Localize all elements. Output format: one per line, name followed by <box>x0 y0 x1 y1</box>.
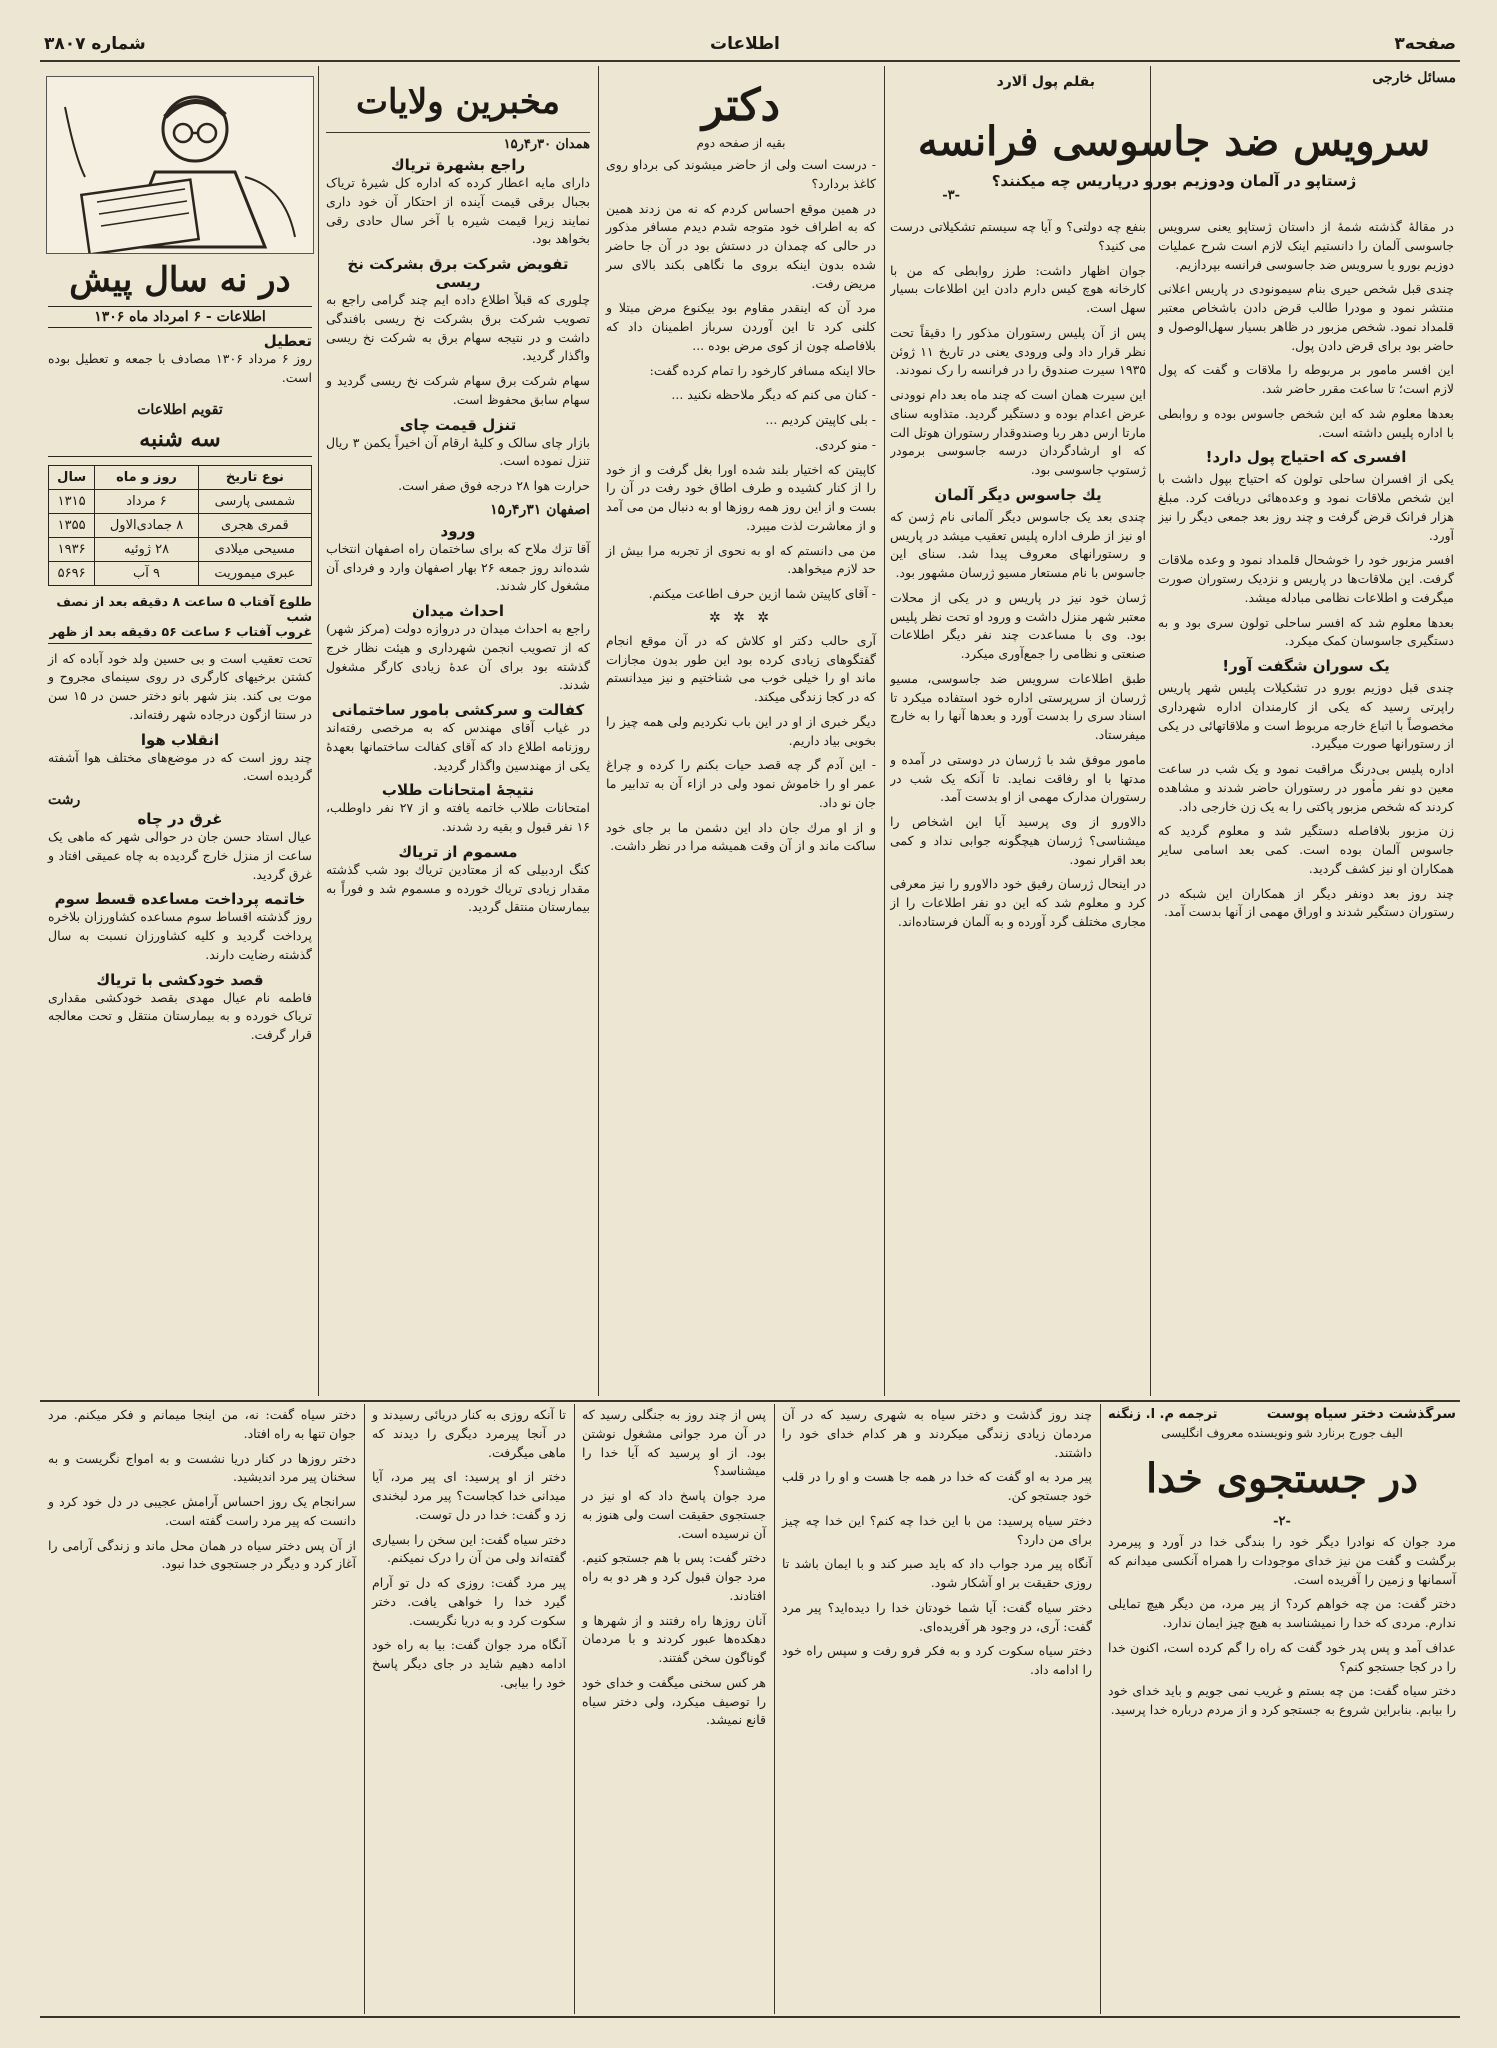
paragraph: چندی قبل شخص حیری بنام سیمونودی در پاریس اعلانی منتشر نمود و مودرا طالب قرض دادن باشخاص معتبر قلمداد نمود. شخص مزبور در ظاهر بسیار سهل‌الوصول و حاضر بود برای قرض دادن پول. <box>1158 281 1454 353</box>
paragraph: تحت تعقیب است و بی حسین ولد خود آباده که از کشتن برخیهای کارگری در روی سینمای مجروح و موت بی کند. بنز شهر بانو دختر حسن در ۱۵ سن در سنتا ازگون درجاده شهر رفته‌اند. <box>48 650 312 722</box>
table-cell: مسیحی میلادی <box>198 537 311 561</box>
column-rule <box>364 1404 365 2014</box>
table-cell: ۱۹۳۶ <box>49 537 95 561</box>
paragraph: این سیرت همان است که چند ماه بعد دام نوودنی عرض اعدام بوده و دستگیر گردید. متذاوبه سنای مارتا ارس دهر ربا وصندوقدار رستوران هوتل الت که او ارشادگردان درسه جاسوسی برمودر ژستوپ جاسوسی بود. <box>890 387 1146 477</box>
table-header-cell: روز و ماه <box>95 465 198 489</box>
paragraph: از آن پس دختر سیاه در همان محل ماند و زندگی آرامی را آغاز کرد و دیگر در جستجوی خدا نبود. <box>48 1537 356 1572</box>
paragraph: دارای مایه اعطار کرده که اداره کل شیرهٔ تریاک بجبال برقی قیمت آینده از احتکار آن خود داری نمایند زیرا قیمت شیره با آخر سال حادی رقی بخواهد بود. <box>326 175 590 247</box>
paragraph: چندی بعد یک جاسوس دیگر آلمانی نام ژسن که او نیز از طرف اداره پلیس تعقیب میشد در پاریس و رستورانهای معروف پیدا شد. سنای این جاسوس با نام مستعار مسیو ژرسان مشهور بود. <box>890 508 1146 580</box>
section-heading: انقلاب هوا <box>140 730 220 749</box>
paragraph: ژسان خود نیز در پاریس و در یکی از محلات معتبر شهر منزل داشت و ورود او تحت نظر پلیس بود. وی با مساعدت چند نفر دیگر اطلاعات صنعتی و نظامی را جمع‌آوری میکرد. <box>890 589 1146 661</box>
col2-body <box>890 218 1146 1393</box>
column-rule <box>598 66 599 1396</box>
section-heading: احداث میدان <box>411 602 505 620</box>
sunrise-time: طلوع آفتاب ۵ ساعت ۸ دقیقه بعد از نصف شب <box>56 593 312 624</box>
paragraph: بازار چای سالک و کلیهٔ ارقام آن اخیراً یکمن ۳ ریال تنزل نموده است. <box>326 434 590 469</box>
paragraph: دیگر خبری از او در این باب نکردیم ولی همه چیز را بخوبی بیاد داریم. <box>606 713 876 748</box>
paragraph: - این آدم گر چه قصد حیات بکنم را کرده و چراغ عمر او را خاموش نمود ولی در ازاء آن به تدابیر ما جان نو داد. <box>606 757 876 810</box>
paragraph: در همین موقع احساس کردم که نه من زدند همین که به اطراف خود متوجه شدم دیدم مسافر مذکور در حالی که چمدان در دستش بود در آن جا حاضر شده بدون اینکه بروی ما نگاهی بکند بالای سر مریض رفت. <box>606 200 876 291</box>
paragraph: دختر از او پرسید: ای پیر مرد، آیا میدانی خدا کجاست؟ پیر مرد لبخندی زد و گفت: خدا در دل توست. <box>372 1469 566 1522</box>
paragraph: هر کس سخنی میگفت و خدای خود را توصیف میکرد، ولی دختر سیاه قانع نمیشد. <box>582 1674 766 1728</box>
paragraph: آنان روزها راه رفتند و از شهرها و دهکده‌ها عبور کردند و با مردمان گوناگون سخن گفتند. <box>582 1612 766 1665</box>
table-cell: ۲۸ ژوئیه <box>95 537 198 561</box>
table-header-cell: نوع تاریخ <box>198 465 311 489</box>
section-heading: مسموم از تریاك <box>398 842 518 861</box>
serial-column-3 <box>578 1406 770 2016</box>
table-cell: قمری هجری <box>198 513 311 537</box>
paragraph: جوان اظهار داشت: طرز روابطی که من با کارخانه هوچ کیس دارم دادن این اطلاعات بسیار سهل است. <box>890 262 1146 315</box>
paragraph: تا آنکه روزی به کنار دریائی رسیدند و در آنجا پیرمرد دیگری را دیدند که ماهی میگرفت. <box>372 1407 566 1460</box>
table-row <box>49 561 312 585</box>
article-doctor <box>602 70 880 1395</box>
serial-story <box>1104 1406 1460 2016</box>
paragraph: آنگاه مرد جوان گفت: بیا به راه خود ادامه دهیم شاید در جای دیگر پاسخ خود را بیابی. <box>372 1637 566 1690</box>
col1-number: -۳- <box>942 188 960 203</box>
paragraph: در مقالهٔ گذشته شمهٔ از داستان ژستاپو یعنی سرویس جاسوسی آلمان را دانستیم اینک لازم است شرح عملیات دوزیم بورو یا سرویس ضد جاسوسی فرانسه بپردازیم. <box>1158 219 1454 272</box>
issue-number: شماره ۳۸۰۷ <box>44 34 146 54</box>
table-row <box>49 537 312 561</box>
byline: بقلم پول آلارد <box>996 74 1095 90</box>
paragraph: - آقای کاپیتن شما ازین حرف اطاعت میکنم. <box>648 586 876 601</box>
paragraph: سرانجام یک روز احساس آرامش عجیبی در دل خود کرد و دانست که پیر مرد راست گفته است. <box>48 1494 356 1528</box>
paragraph: پیر مرد به او گفت که خدا در همه جا هست و او را در قلب خود جستجو کن. <box>782 1469 1092 1503</box>
paragraph: دالاورو از وی پرسید آیا این اشخاص را میشناسی؟ ژرسان هیچگونه جوابی نداد و کمی بعد اقرار نمود. <box>890 814 1146 867</box>
paragraph: مامور موفق شد با ژرسان در دوستی در آمده و مدتها با او رفاقت نماید. تا آنکه یک شب در رستوران مدارک مهمی از او بدست آمد. <box>890 751 1146 805</box>
section-heading: تعطیل <box>263 332 312 350</box>
table-row <box>49 489 312 513</box>
sketch-reader-illustration <box>46 76 314 254</box>
article-subtitle: ژستاپو در آلمان ودوزیم بورو درپاریس چه میکنند؟ <box>991 172 1357 190</box>
paragraph: روز گذشته اقساط سوم مساعده کشاورزان بلاخره پرداخت گردید و کلیه کشاورزان نسبت به سال گذشته رضایت دارند. <box>48 909 312 962</box>
section-heading: کفالت و سرکشی بامور ساختمانی <box>331 701 585 719</box>
paragraph: آری حالب دکتر او کلاش که در آن موقع انجام گفتگوهای زیادی کرده بود این طور بدون مجازات ماند او را خیلی خوب می شناختیم و نیز میدانستم که در کجا زندگی میکند. <box>606 632 876 704</box>
ornament-divider: ✲ ✲ ✲ <box>708 609 774 626</box>
paragraph: - بلی کاپیتن کردیم ... <box>765 412 876 427</box>
column-title: در نه سال پیش <box>69 260 291 300</box>
paragraph: سهام شرکت برق سهام شرکت نخ ریسی گردید و سهام سابق محفوظ است. <box>326 373 590 407</box>
table-cell: ۸ جمادی‌الاول <box>95 513 198 537</box>
article-provincial-reports <box>322 70 594 1395</box>
column-rule <box>318 66 319 1396</box>
sunset-time: غروب آفتاب ۶ ساعت ۵۶ دقیقه بعد از ظهر <box>48 624 312 644</box>
paragraph: چند روز گذشت و دختر سیاه به شهری رسید که در آن مردمان زیادی زندگی میکردند و هر کدام خدای خود را داشتند. <box>782 1407 1092 1460</box>
paragraph: آنگاه پیر مرد جواب داد که باید صبر کند و با ایمان باشد تا روزی حقیقت بر او آشکار شود. <box>782 1556 1092 1590</box>
serial-column-4 <box>368 1406 570 2016</box>
table-cell: عبری میموریت <box>198 561 311 585</box>
paragraph: مرد جوان که نوادرا دیگر خود را بندگی خدا در آورد و پیرمرد برگشت و گفت من نیز خدای موجودات را همراه آنکسی میدانم که آسمانها و زمین را آفریده است. <box>1108 1534 1456 1587</box>
paragraph: دختر سیاه گفت: نه، من اینجا میمانم و فکر میکنم. مرد جوان تنها به راه افتاد. <box>48 1407 356 1441</box>
paragraph: بعدها معلوم شد که این شخص جاسوس بوده و روابطی با اداره پلیس داشته است. <box>1158 405 1454 440</box>
paragraph: پیر مرد گفت: روزی که دل تو آرام گیرد خدا را خواهی یافت. دختر سکوت کرد و به دریا نگریست. <box>372 1575 566 1628</box>
column-rule <box>1100 1404 1101 2014</box>
paragraph: حالا اینکه مسافر کارخود را تمام کرده گفت: <box>649 362 876 378</box>
paragraph: در غیاب آقای مهندس که به مرخصی رفته‌اند روزنامه اطلاع داد که آقای کفالت ساختمانها بعهدهٔ یکی از مهندسین واگذار گردید. <box>326 720 590 773</box>
section-heading: خاتمه پرداخت مساعده قسط سوم <box>54 890 306 909</box>
section-heading: ورود <box>440 521 476 540</box>
paragraph: دختر سیاه گفت: آیا شما خودتان خدا را دیده‌اید؟ پیر مرد گفت: آری، در وجود هر آفریده‌ای. <box>782 1599 1092 1634</box>
calendar-weekday: سه شنبه <box>48 426 312 457</box>
table-header-row <box>49 465 312 489</box>
table-cell: ۱۳۵۵ <box>49 513 95 537</box>
paragraph: دختر سیاه گفت: این سخن را بسیاری گفته‌اند ولی من آن را درک نمیکنم. <box>372 1531 566 1566</box>
dateline: رشت <box>48 792 81 808</box>
section-heading: یك جاسوس دیگر آلمان <box>934 485 1102 504</box>
table-cell: ۹ آب <box>95 561 198 585</box>
section-heading: نتیجهٔ امتحانات طلاب <box>381 781 535 800</box>
section-heading: یک سوران شگفت آور! <box>1222 657 1390 675</box>
paragraph: مرد جوان پاسخ داد که او نیز در جستجوی حقیقت است ولی هنوز به آن نرسیده است. <box>582 1488 766 1541</box>
page-number: صفحه۳ <box>1394 34 1456 54</box>
paragraph: دختر سیاه پرسید: من با این خدا چه کنم؟ این خدا چه چیز برای من دارد؟ <box>782 1512 1092 1547</box>
paragraph: امتحانات طلاب خاتمه یافته و از ۲۷ نفر داوطلب، ۱۶ نفر قبول و بقیه رد شدند. <box>326 800 590 834</box>
paragraph: پس از آن پلیس رستوران مذکور را دقیقاً تحت نظر قرار داد ولی ورودی یعنی در تاریخ ۱۱ ژوئن ۱۹۳۵ سیرت صندوق را در فرانسه را رک نمودند. <box>890 324 1146 378</box>
table-cell: ۱۳۱۵ <box>49 489 95 513</box>
serial-author: الیف جورج برنارد شو ونویسنده معروف انگلیسی <box>1161 1426 1403 1440</box>
serial-kicker: سرگذشت دختر سیاه پوست <box>1266 1406 1456 1422</box>
page-bottom-rule <box>40 2016 1460 2018</box>
paragraph: و از او مرك جان داد این دشمن ما بر جای خود ساکت ماند و از آن وقت همیشه مرا در نظر داشت. <box>606 819 876 854</box>
serial-title: در جستجوی خدا <box>1145 1455 1419 1502</box>
paragraph: پس از چند روز به جنگلی رسید که در آن مرد جوانی مشغول نوشتن بود. از او پرسید که آیا خدا را میشناسد؟ <box>582 1407 766 1479</box>
reader-sketch-icon <box>46 77 313 254</box>
calendar-heading: تقویم اطلاعات <box>137 401 223 418</box>
column-rule <box>774 1404 775 2014</box>
section-heading: تنزل قیمت چای <box>399 415 517 434</box>
kicker: مسائل خارجی <box>1372 70 1456 86</box>
column-nine-years-ago <box>44 256 316 1396</box>
article-title: مخبرین ولایات <box>356 82 560 122</box>
col1-body <box>1158 218 1454 1393</box>
section-heading: راجع بشهرة تریاك <box>390 156 526 174</box>
section-rule <box>40 1400 1460 1402</box>
title-rule <box>326 132 590 133</box>
paragraph: فاطمه نام عیال مهدی بقصد خودکشی مقداری تریاک خورده و به بیمارستان منتقل و تحت معالجه قرار گرفت. <box>48 989 312 1042</box>
column-rule <box>884 66 885 1396</box>
paragraph: راجع به احداث میدان در دروازه دولت (مرکز شهر) که از تصویب انجمن شهرداری و هیئت نظار خرج گذشته بود برای آن عدهٔ زیادی کارگر مشغول شدند. <box>326 621 590 693</box>
table-header-cell: سال <box>49 465 95 489</box>
headline-block <box>888 118 1460 210</box>
paragraph: دختر سیاه سکوت کرد و به فکر فرو رفت و سپس راه خود را ادامه داد. <box>782 1643 1092 1677</box>
serial-translator: ترجمه م. ا. زنگنه <box>1108 1407 1218 1422</box>
table-cell: ۶ مرداد <box>95 489 198 513</box>
paragraph: - منو کردی. <box>814 436 876 452</box>
continued-note: بقیه از صفحه دوم <box>696 136 786 150</box>
paragraph: دختر گفت: من چه خواهم کرد؟ از پیر مرد، من دیگر هیچ تمایلی ندارم. مردی که خدا را نمیشناسد به هیچ چیز ایمان ندارد. <box>1108 1596 1456 1630</box>
masthead-rule <box>40 60 1460 62</box>
paragraph: کنگ اردبیلی که از معتادین تریاك بود شب گذشته مقدار زیادی تریاك خورده و مسموم شد و فوراً به بیمارستان منتقل گردید. <box>326 861 590 915</box>
paragraph: چندی قبل دوزیم بورو در تشکیلات پلیس شهر پاریس راپرتی رسید که یکی از کارمندان اداره شهرداری مخصوصاً با اتباع خارجه مربوط است و ملاقاتهائی در یکی از رستورانها صورت میگیرد. <box>1158 680 1454 752</box>
paragraph: دختر سیاه گفت: من چه بستم و غریب نمی جویم و باید خدای خود را بیابم. بنابراین شروع به جستجو کرد و از مردم درباره خدا پرسید. <box>1108 1683 1456 1717</box>
serial-column-2 <box>778 1406 1096 2016</box>
section-heading: افسری که احتیاج پول دارد! <box>1205 448 1407 467</box>
section-heading: غرق در چاه <box>137 810 223 828</box>
paragraph: آقا تزك ملاح که برای ساختمان راه اصفهان انتخاب شده‌اند روز جمعه ۲۶ بهار اصفهان وارد و فردای آن مشغول کار شدند. <box>326 540 590 594</box>
paragraph: در اینحال ژرسان رفیق خود دالاورو را نیز معرفی کرد و معلوم شد که این دو نفر اطلاعات را از مجاری مختلف گرد آورده و به آلمان فرستاده‌اند. <box>890 876 1146 929</box>
section-heading: تفویض شرکت برق بشرکت نخ ریسی <box>347 255 569 291</box>
paragraph: من می دانستم که او به نحوی از تجربه مرا بیش از حد لازم میخواهد. <box>606 542 876 577</box>
article-title: دکتر <box>701 80 781 131</box>
paragraph: کاپیتن که اختیار بلند شده اورا بغل گرفت و از خود را از کنار کشیده و طرف اطاق خود رفت در آن را بست و از این روز همه روزها او به دنبال من می آمد و از معاشرت لذت میبرد. <box>606 461 876 533</box>
article-title: سرویس ضد جاسوسی فرانسه <box>917 118 1431 165</box>
paragraph: بعدها معلوم شد که افسر ساحلی تولون سری بود و به دستگیری جاسوسان کمک میکرد. <box>1158 614 1454 649</box>
paragraph: چلوری که قبلاً اطلاع داده ایم چند گرامی راجع به تصویب شرکت برق بشرکت نخ ریسی بافندگی داشت و در نتیجه سهام برق به شرکت نخ ریسی واگذار گردید. <box>326 292 590 364</box>
paragraph: دختر گفت: پس با هم جستجو کنیم. مرد جوان قبول کرد و هر دو به راه افتادند. <box>582 1550 766 1603</box>
paragraph: چند روز است که در موضع‌های مختلف هوا آشفته گردیده است. <box>48 749 312 784</box>
paragraph: - کنان می کنم که دیگر ملاحظه نکنید ... <box>671 387 876 403</box>
calendar-table <box>48 465 312 586</box>
paragraph: روز ۶ مرداد ۱۳۰۶ مصادف با جمعه و تعطیل بوده است. <box>48 351 312 385</box>
newspaper-name: اطلاعات <box>710 34 780 54</box>
paragraph: عیال استاد حسن جان در حوالی شهر که ماهی یک ساعت از منزل خارج گردیده به چاه عمیقی افتاد و غرق گردید. <box>48 829 312 882</box>
column-rule <box>1150 66 1151 1396</box>
paragraph: این افسر مامور بر مربوطه را ملاقات و گفت که پول لازم است؛ تا ساعت مقرر حاضر شد. <box>1158 362 1454 396</box>
paragraph: طبق اطلاعات سرویس ضد جاسوسی، مسیو ژرسان از سرپرستی اداره خود استفاده میکرد تا اسناد سری را بدست آورد و بعدها آنها را به خارج میفرستاد. <box>890 670 1146 742</box>
masthead <box>40 30 1460 58</box>
paragraph: زن مزبور بلافاصله دستگیر شد و معلوم گردید که جاسوس آلمان بوده است. کمی بعد اسامی سایر همکاران او نیز کشف گردید. <box>1158 823 1454 876</box>
paragraph: دختر روزها در کنار دریا نشست و به امواج نگریست و به سخنان پیر مرد اندیشید. <box>48 1450 356 1485</box>
paragraph: عداف آمد و پس پدر خود گفت که راه را گم کرده است، اکنون خدا را در کجا جستجو کنم؟ <box>1108 1639 1456 1674</box>
section-heading: قصد خودکشی با تریاك <box>96 970 264 989</box>
serial-number: -۲- <box>1273 1514 1291 1529</box>
paragraph: یکی از افسران ساحلی تولون که احتیاج بپول داشت با این شخص ملاقات نمود و وعده‌هائی دریافت کرد. مبلغ هزار فرانک قرض گرفت و چند روز بعد جمعی دیگر را نیز آورد. <box>1158 471 1454 543</box>
column-rule <box>574 1404 575 2014</box>
dateline: اصفهان ۳۱ر۴ر۱۵ <box>490 501 590 518</box>
table-row <box>49 513 312 537</box>
dateline: اطلاعات - ۶ امرداد ماه ۱۳۰۶ <box>48 306 312 328</box>
paragraph: چند روز بعد دونفر دیگر از همکاران این شبکه در رستوران دستگیر شدند و اوراق مهمی از آنها بدست آمد. <box>1158 885 1454 920</box>
paragraph: اداره پلیس بی‌درنگ مراقبت نمود و یک شب در ساعت معین دو نفر مأمور در رستوران حاضر شدند و مشاهده کردند که شخص مزبور پاکتی را به یک زن خارجی داد. <box>1158 761 1454 814</box>
table-cell: ۵۶۹۶ <box>49 561 95 585</box>
table-cell: شمسی پارسی <box>198 489 311 513</box>
paragraph: حرارت هوا ۲۸ درجه فوق صفر است. <box>398 478 590 493</box>
paragraph: افسر مزبور خود را خوشحال قلمداد نمود و وعده ملاقات گرفت. این ملاقات‌ها در پاریس و نزدیک رستوران صورت میگرفت و اطلاعات نظامی مبادله میشد. <box>1158 552 1454 605</box>
paragraph: مرد آن که اینقدر مقاوم بود بیکنوع مرض مبتلا و کلنی کرد تا این آوردن سرباز اطمینان داد که بلافاصله چون از کوی مرض بوده ... <box>606 300 876 353</box>
paragraph: - درست است ولی از حاضر میشوند کی برداو روی کاغذ بردارد؟ <box>606 157 876 191</box>
serial-column-5 <box>44 1406 360 2016</box>
paragraph: بنفع چه دولتی؟ و آیا چه سیستم تشکیلاتی درست می کنید؟ <box>890 219 1146 253</box>
dateline: همدان ۳۰ر۴ر۱۵ <box>503 137 590 152</box>
